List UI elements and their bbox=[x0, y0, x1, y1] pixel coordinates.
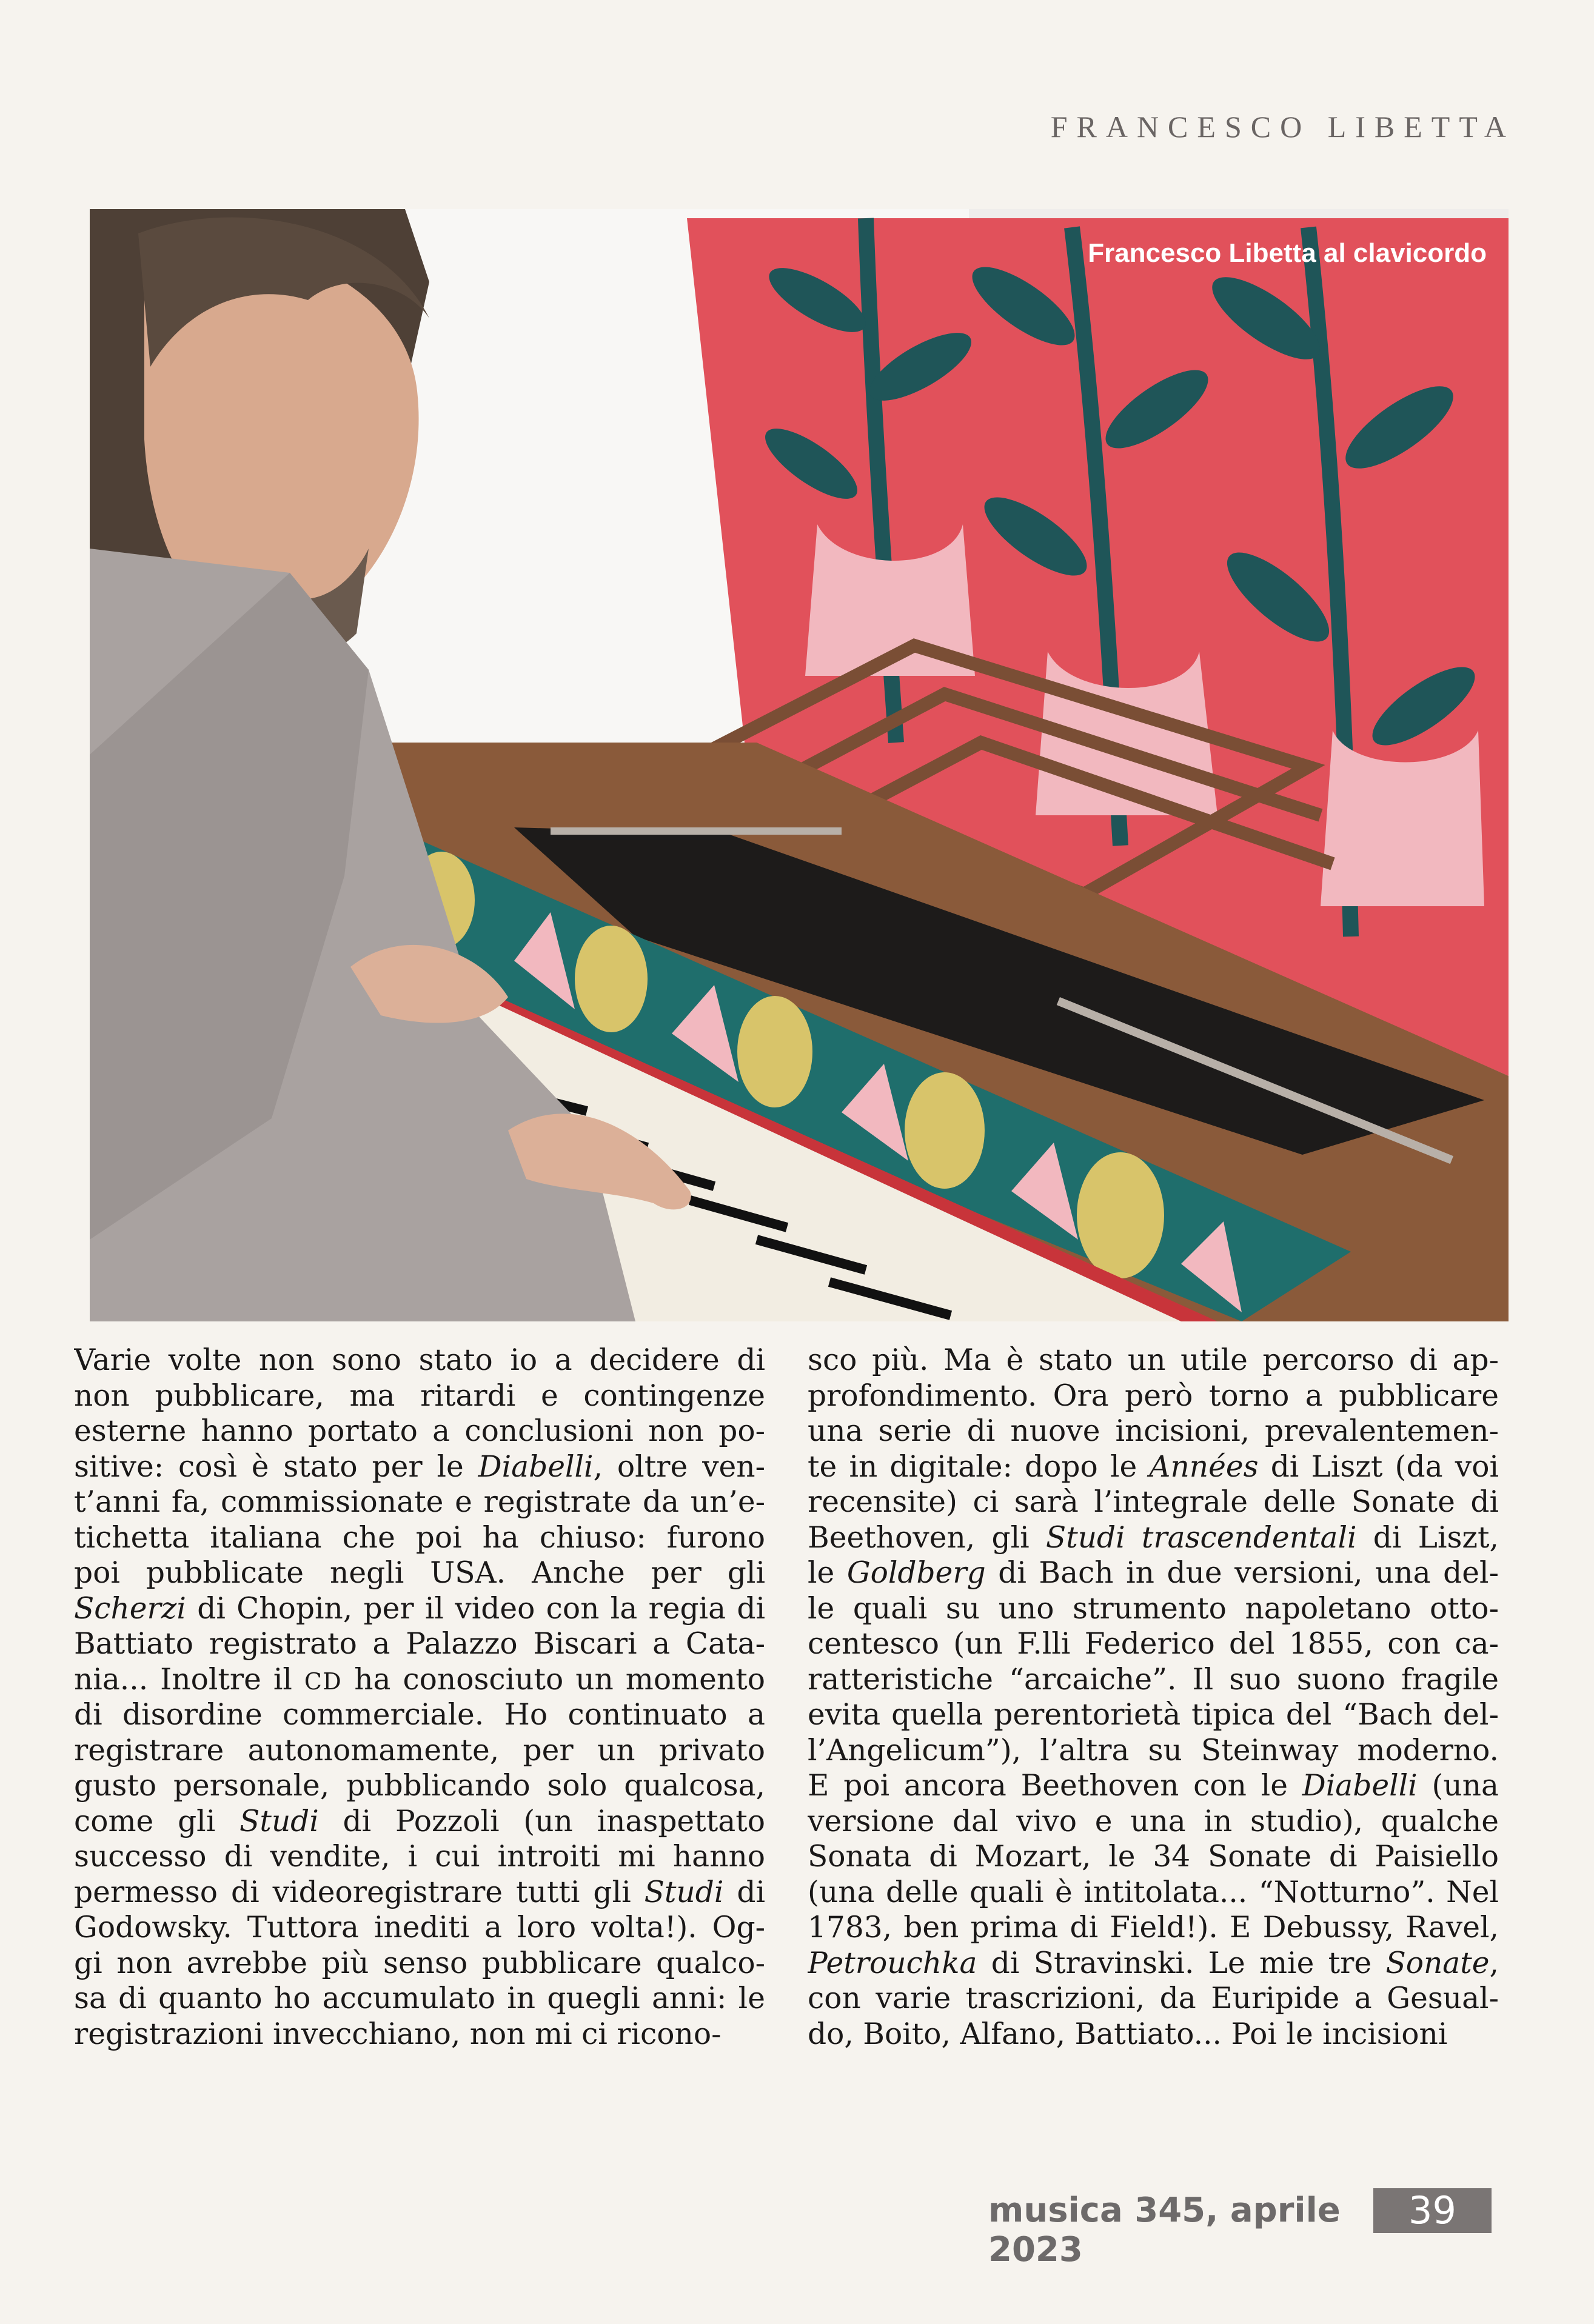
text-line bbox=[808, 1839, 1499, 1875]
italic-title: Diabelli bbox=[1302, 1769, 1418, 1803]
text-line bbox=[74, 1449, 765, 1485]
photo-caption: Francesco Libetta al clavicordo bbox=[1088, 238, 1487, 268]
text-run: le quali su uno strumento napoletano otto- bbox=[808, 1591, 1499, 1626]
text-line bbox=[808, 1378, 1499, 1414]
text-run: come gli bbox=[74, 1804, 240, 1838]
text-run: CD bbox=[304, 1668, 343, 1695]
text-run: di Stravinski. Le mie tre bbox=[977, 1946, 1386, 1980]
text-line bbox=[74, 1946, 765, 1982]
text-run: te in digitale: dopo le bbox=[808, 1449, 1150, 1484]
text-line bbox=[808, 2017, 1499, 2052]
article-left-column bbox=[74, 1343, 765, 2179]
text-line bbox=[74, 1981, 765, 2017]
text-line bbox=[808, 1520, 1499, 1556]
page-footer bbox=[988, 2188, 1492, 2269]
text-run: , oltre ven- bbox=[593, 1449, 765, 1484]
article-right-column bbox=[808, 1343, 1499, 2179]
text-line bbox=[74, 1768, 765, 1804]
issue-info: musica 345, aprile 2023 bbox=[988, 2191, 1341, 2269]
text-run: sitive: così è stato per le bbox=[74, 1449, 478, 1484]
italic-title: Goldberg bbox=[846, 1556, 986, 1590]
italic-title: Diabelli bbox=[478, 1449, 594, 1484]
italic-title: Studi trascendentali bbox=[1045, 1520, 1357, 1555]
text-run: E poi ancora Beethoven con le bbox=[808, 1769, 1302, 1803]
text-run: sco più. Ma è stato un utile percorso di ap- bbox=[808, 1343, 1499, 1377]
text-line bbox=[808, 1875, 1499, 1911]
text-line bbox=[808, 1804, 1499, 1840]
text-line bbox=[74, 1484, 765, 1520]
text-line bbox=[74, 1662, 765, 1698]
text-run: centesco (un F.lli Federico del 1855, con ca- bbox=[808, 1627, 1499, 1661]
text-run: poi pubblicate negli USA. Anche per gli bbox=[74, 1556, 765, 1590]
text-line bbox=[74, 1555, 765, 1591]
text-run: Godowsky. Tuttora inediti a loro volta!). Og- bbox=[74, 1911, 765, 1945]
text-run: non pubblicare, ma ritardi e contingenze bbox=[74, 1378, 765, 1413]
text-run: permesso di videoregistrare tutti gli bbox=[74, 1875, 645, 1909]
text-run: (una delle quali è intitolata... “Notturno”. Nel bbox=[808, 1875, 1499, 1909]
page-number: 39 bbox=[1373, 2188, 1492, 2233]
text-line bbox=[808, 1697, 1499, 1733]
text-run: esterne hanno portato a conclusioni non po- bbox=[74, 1414, 765, 1448]
text-line bbox=[74, 1875, 765, 1911]
text-run: do, Boito, Alfano, Battiato... Poi le incisioni bbox=[808, 2017, 1448, 2051]
text-run: di Chopin, per il video con la regia di bbox=[186, 1591, 765, 1626]
text-run: le bbox=[808, 1556, 847, 1590]
text-line bbox=[808, 1981, 1499, 2017]
text-line bbox=[808, 1910, 1499, 1946]
text-run: Sonata di Mozart, le 34 Sonate di Paisiello bbox=[808, 1840, 1499, 1874]
text-run: recensite) ci sarà l’integrale delle Sonate di bbox=[808, 1485, 1499, 1519]
text-run: 1783, ben prima di Field!). E Debussy, Ravel, bbox=[808, 1911, 1499, 1945]
text-run: Beethoven, gli bbox=[808, 1520, 1046, 1555]
text-run: ratteristiche “arcaiche”. Il suo suono fragile bbox=[808, 1662, 1499, 1697]
text-run: con varie trascrizioni, da Euripide a Gesual- bbox=[808, 1982, 1499, 2015]
text-line bbox=[808, 1733, 1499, 1769]
text-run: Battiato registrato a Palazzo Biscari a Cata- bbox=[74, 1627, 765, 1661]
text-run: tichetta italiana che poi ha chiuso: furono bbox=[74, 1520, 765, 1555]
text-line bbox=[74, 1697, 765, 1733]
text-line bbox=[74, 1804, 765, 1840]
text-line bbox=[74, 1591, 765, 1627]
text-line bbox=[74, 1378, 765, 1414]
text-run: ha conosciuto un momento bbox=[342, 1662, 765, 1697]
text-run: registrazioni invecchiano, non mi ci ricono- bbox=[74, 2017, 722, 2051]
text-run: di bbox=[723, 1875, 765, 1909]
text-line bbox=[74, 1343, 765, 1378]
text-line bbox=[74, 1733, 765, 1769]
text-run: versione dal vivo e una in studio), qualche bbox=[808, 1804, 1499, 1838]
text-line bbox=[808, 1626, 1499, 1662]
text-run: gusto personale, pubblicando solo qualcosa, bbox=[74, 1769, 765, 1803]
italic-title: Studi bbox=[644, 1875, 724, 1909]
text-line bbox=[74, 1520, 765, 1556]
text-line bbox=[74, 1839, 765, 1875]
text-line bbox=[808, 1768, 1499, 1804]
clavichord-photo-illustration bbox=[90, 209, 1509, 1321]
text-run: (una bbox=[1417, 1769, 1499, 1803]
italic-title: Années bbox=[1149, 1449, 1259, 1484]
text-run: di disordine commerciale. Ho continuato a bbox=[74, 1698, 765, 1732]
text-run: di Pozzoli (un inaspettato bbox=[318, 1804, 765, 1838]
text-line bbox=[74, 1414, 765, 1449]
text-run: sa di quanto ho accumulato in quegli anni: le bbox=[74, 1982, 765, 2015]
text-line bbox=[808, 1555, 1499, 1591]
italic-title: Petrouchka bbox=[808, 1946, 977, 1980]
running-head: FRANCESCO LIBETTA bbox=[1050, 110, 1515, 144]
text-line bbox=[808, 1591, 1499, 1627]
text-line bbox=[808, 1343, 1499, 1378]
text-run: Varie volte non sono stato io a decidere di bbox=[74, 1343, 765, 1377]
text-line bbox=[74, 1910, 765, 1946]
text-run: nia... Inoltre il bbox=[74, 1662, 304, 1697]
text-line bbox=[808, 1662, 1499, 1698]
text-line bbox=[808, 1449, 1499, 1485]
photo-libetta-clavichord bbox=[90, 209, 1509, 1321]
text-run: profondimento. Ora però torno a pubblicare bbox=[808, 1378, 1499, 1413]
text-run: una serie di nuove incisioni, prevalentemen- bbox=[808, 1414, 1499, 1448]
text-line bbox=[808, 1946, 1499, 1982]
italic-title: Scherzi bbox=[74, 1591, 186, 1626]
text-run: gi non avrebbe più senso pubblicare qualco- bbox=[74, 1946, 765, 1980]
text-run: l’Angelicum”), l’altra su Steinway moderno. bbox=[808, 1733, 1499, 1768]
text-run: , bbox=[1489, 1946, 1499, 1980]
italic-title: Sonate bbox=[1385, 1946, 1490, 1980]
text-run: evita quella perentorietà tipica del “Bach del- bbox=[808, 1698, 1499, 1732]
text-run: successo di vendite, i cui introiti mi hanno bbox=[74, 1840, 765, 1874]
text-run: t’anni fa, commissionate e registrate da un’e- bbox=[74, 1485, 765, 1519]
text-line bbox=[808, 1484, 1499, 1520]
text-run: di Liszt, bbox=[1356, 1520, 1499, 1555]
italic-title: Studi bbox=[239, 1804, 319, 1838]
text-line bbox=[74, 2017, 765, 2052]
text-run: registrare autonomamente, per un privato bbox=[74, 1733, 765, 1768]
text-run: di Liszt (da voi bbox=[1258, 1449, 1499, 1484]
text-line bbox=[808, 1414, 1499, 1449]
text-line bbox=[74, 1626, 765, 1662]
text-run: di Bach in due versioni, una del- bbox=[985, 1556, 1499, 1590]
